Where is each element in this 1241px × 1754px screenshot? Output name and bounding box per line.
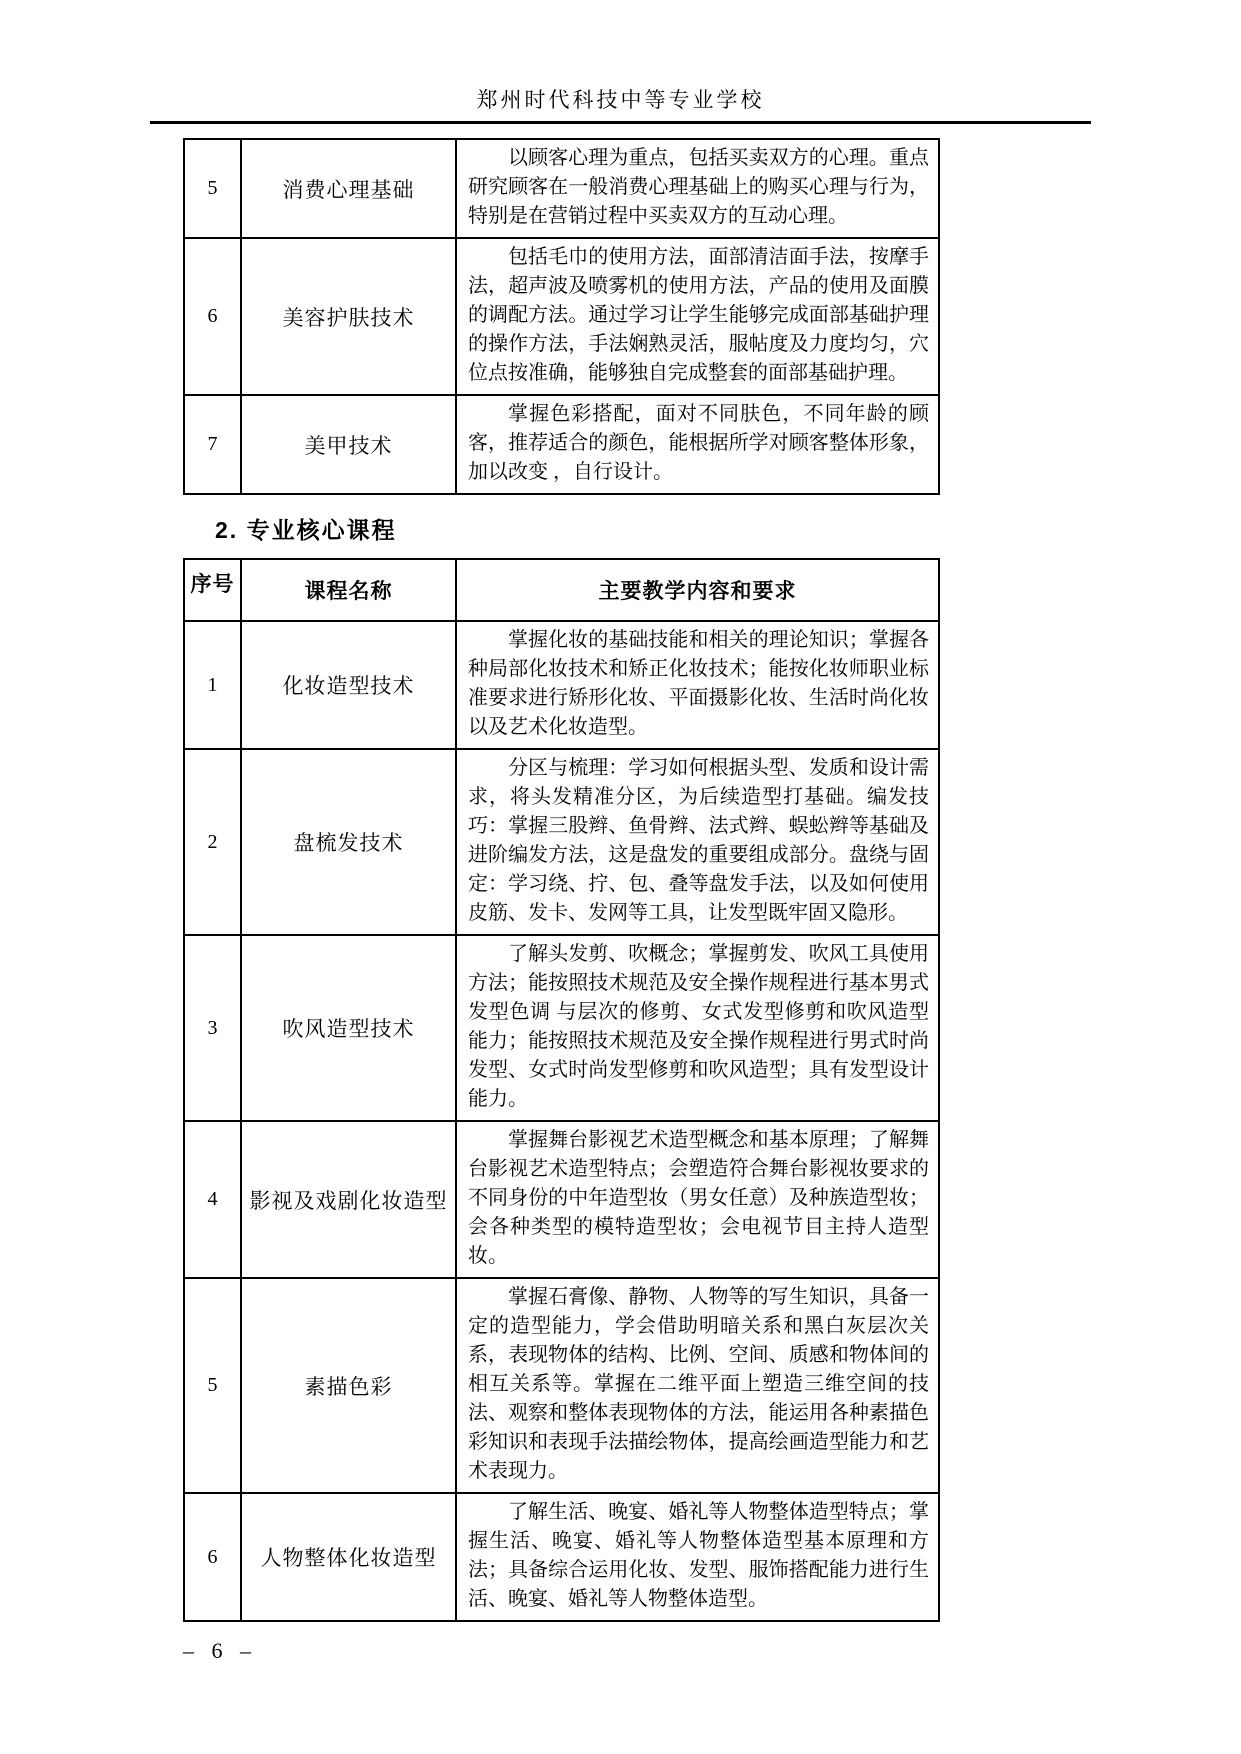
course-name-cell: 美甲技术: [241, 395, 456, 494]
course-name-cell: 影视及戏剧化妆造型: [241, 1121, 456, 1278]
table-row: [184, 749, 939, 935]
course-content-cell: 包括毛巾的使用方法，面部清洁面手法，按摩手法，超声波及喷雾机的使用方法，产品的使用及面膜的调配方法。通过学习让学生能够完成面部基础护理的操作方法，手法娴熟灵活，服帖度及力度均匀，穴位点按准确，能够独自完成整套的面部基础护理。: [456, 238, 939, 395]
column-header-content: 主要教学内容和要求: [456, 559, 939, 621]
course-content-cell: 分区与梳理：学习如何根据头型、发质和设计需求，将头发精准分区，为后续造型打基础。编发技巧：掌握三股辫、鱼骨辫、法式辫、蜈蚣辫等基础及进阶编发方法，这是盘发的重要组成部分。盘绕与固定：学习绕、拧、包、叠等盘发手法，以及如何使用皮筋、发卡、发网等工具，让发型既牢固又隐形。: [456, 749, 939, 935]
section-heading: 2. 专业核心课程: [215, 517, 397, 543]
page-header-title: 郑州时代科技中等专业学校: [476, 88, 765, 112]
row-number-cell: 5: [184, 1278, 241, 1493]
course-name-cell: 化妆造型技术: [241, 621, 456, 749]
column-header-course: 课程名称: [241, 559, 456, 621]
row-number-cell: 1: [184, 621, 241, 749]
table-row: [184, 621, 939, 749]
row-number-cell: 5: [184, 139, 241, 238]
course-content-cell: 掌握舞台影视艺术造型概念和基本原理；了解舞台影视艺术造型特点；会塑造符合舞台影视妆要求的不同身份的中年造型妆（男女任意）及种族造型妆；会各种类型的模特造型妆；会电视节目主持人造型妆。: [456, 1121, 939, 1278]
course-content-cell: 以顾客心理为重点，包括买卖双方的心理。重点研究顾客在一般消费心理基础上的购买心理与行为，特别是在营销过程中买卖双方的互动心理。: [456, 139, 939, 238]
course-content-cell: 掌握化妆的基础技能和相关的理论知识；掌握各种局部化妆技术和矫正化妆技术；能按化妆师职业标准要求进行矫形化妆、平面摄影化妆、生活时尚化妆以及艺术化妆造型。: [456, 621, 939, 749]
row-number-cell: 4: [184, 1121, 241, 1278]
table-row: [184, 1493, 939, 1621]
table-header-row: [184, 559, 939, 621]
table-row: [184, 139, 939, 238]
column-header-no: 序号: [184, 559, 241, 621]
course-name-cell: 盘梳发技术: [241, 749, 456, 935]
header-rule: [150, 121, 1091, 124]
table-row: [184, 935, 939, 1121]
row-number-cell: 6: [184, 238, 241, 395]
table-row: [184, 1278, 939, 1493]
course-content-cell: 了解生活、晚宴、婚礼等人物整体造型特点；掌握生活、晚宴、婚礼等人物整体造型基本原理和方法；具备综合运用化妆、发型、服饰搭配能力进行生活、晚宴、婚礼等人物整体造型。: [456, 1493, 939, 1621]
course-name-cell: 人物整体化妆造型: [241, 1493, 456, 1621]
row-number-cell: 2: [184, 749, 241, 935]
table-row: [184, 1121, 939, 1278]
basic-courses-table-continued: [183, 138, 940, 495]
course-name-cell: 美容护肤技术: [241, 238, 456, 395]
page-number: – 6 –: [183, 1638, 257, 1663]
course-content-cell: 了解头发剪、吹概念；掌握剪发、吹风工具使用方法；能按照技术规范及安全操作规程进行基本男式发型色调 与层次的修剪、女式发型修剪和吹风造型能力；能按照技术规范及安全操作规程进行男式时尚发型、女式时尚发型修剪和吹风造型；具有发型设计能力。: [456, 935, 939, 1121]
course-name-cell: 素描色彩: [241, 1278, 456, 1493]
course-content-cell: 掌握色彩搭配，面对不同肤色，不同年龄的顾客，推荐适合的颜色，能根据所学对顾客整体形象，加以改变 ，自行设计。: [456, 395, 939, 494]
row-number-cell: 7: [184, 395, 241, 494]
core-courses-table: [183, 558, 940, 1622]
table-row: [184, 395, 939, 494]
course-content-cell: 掌握石膏像、静物、人物等的写生知识，具备一定的造型能力，学会借助明暗关系和黑白灰层次关系，表现物体的结构、比例、空间、质感和物体间的相互关系等。掌握在二维平面上塑造三维空间的技法、观察和整体表现物体的方法，能运用各种素描色彩知识和表现手法描绘物体，提高绘画造型能力和艺术表现力。: [456, 1278, 939, 1493]
row-number-cell: 6: [184, 1493, 241, 1621]
table-row: [184, 238, 939, 395]
course-name-cell: 消费心理基础: [241, 139, 456, 238]
course-name-cell: 吹风造型技术: [241, 935, 456, 1121]
row-number-cell: 3: [184, 935, 241, 1121]
